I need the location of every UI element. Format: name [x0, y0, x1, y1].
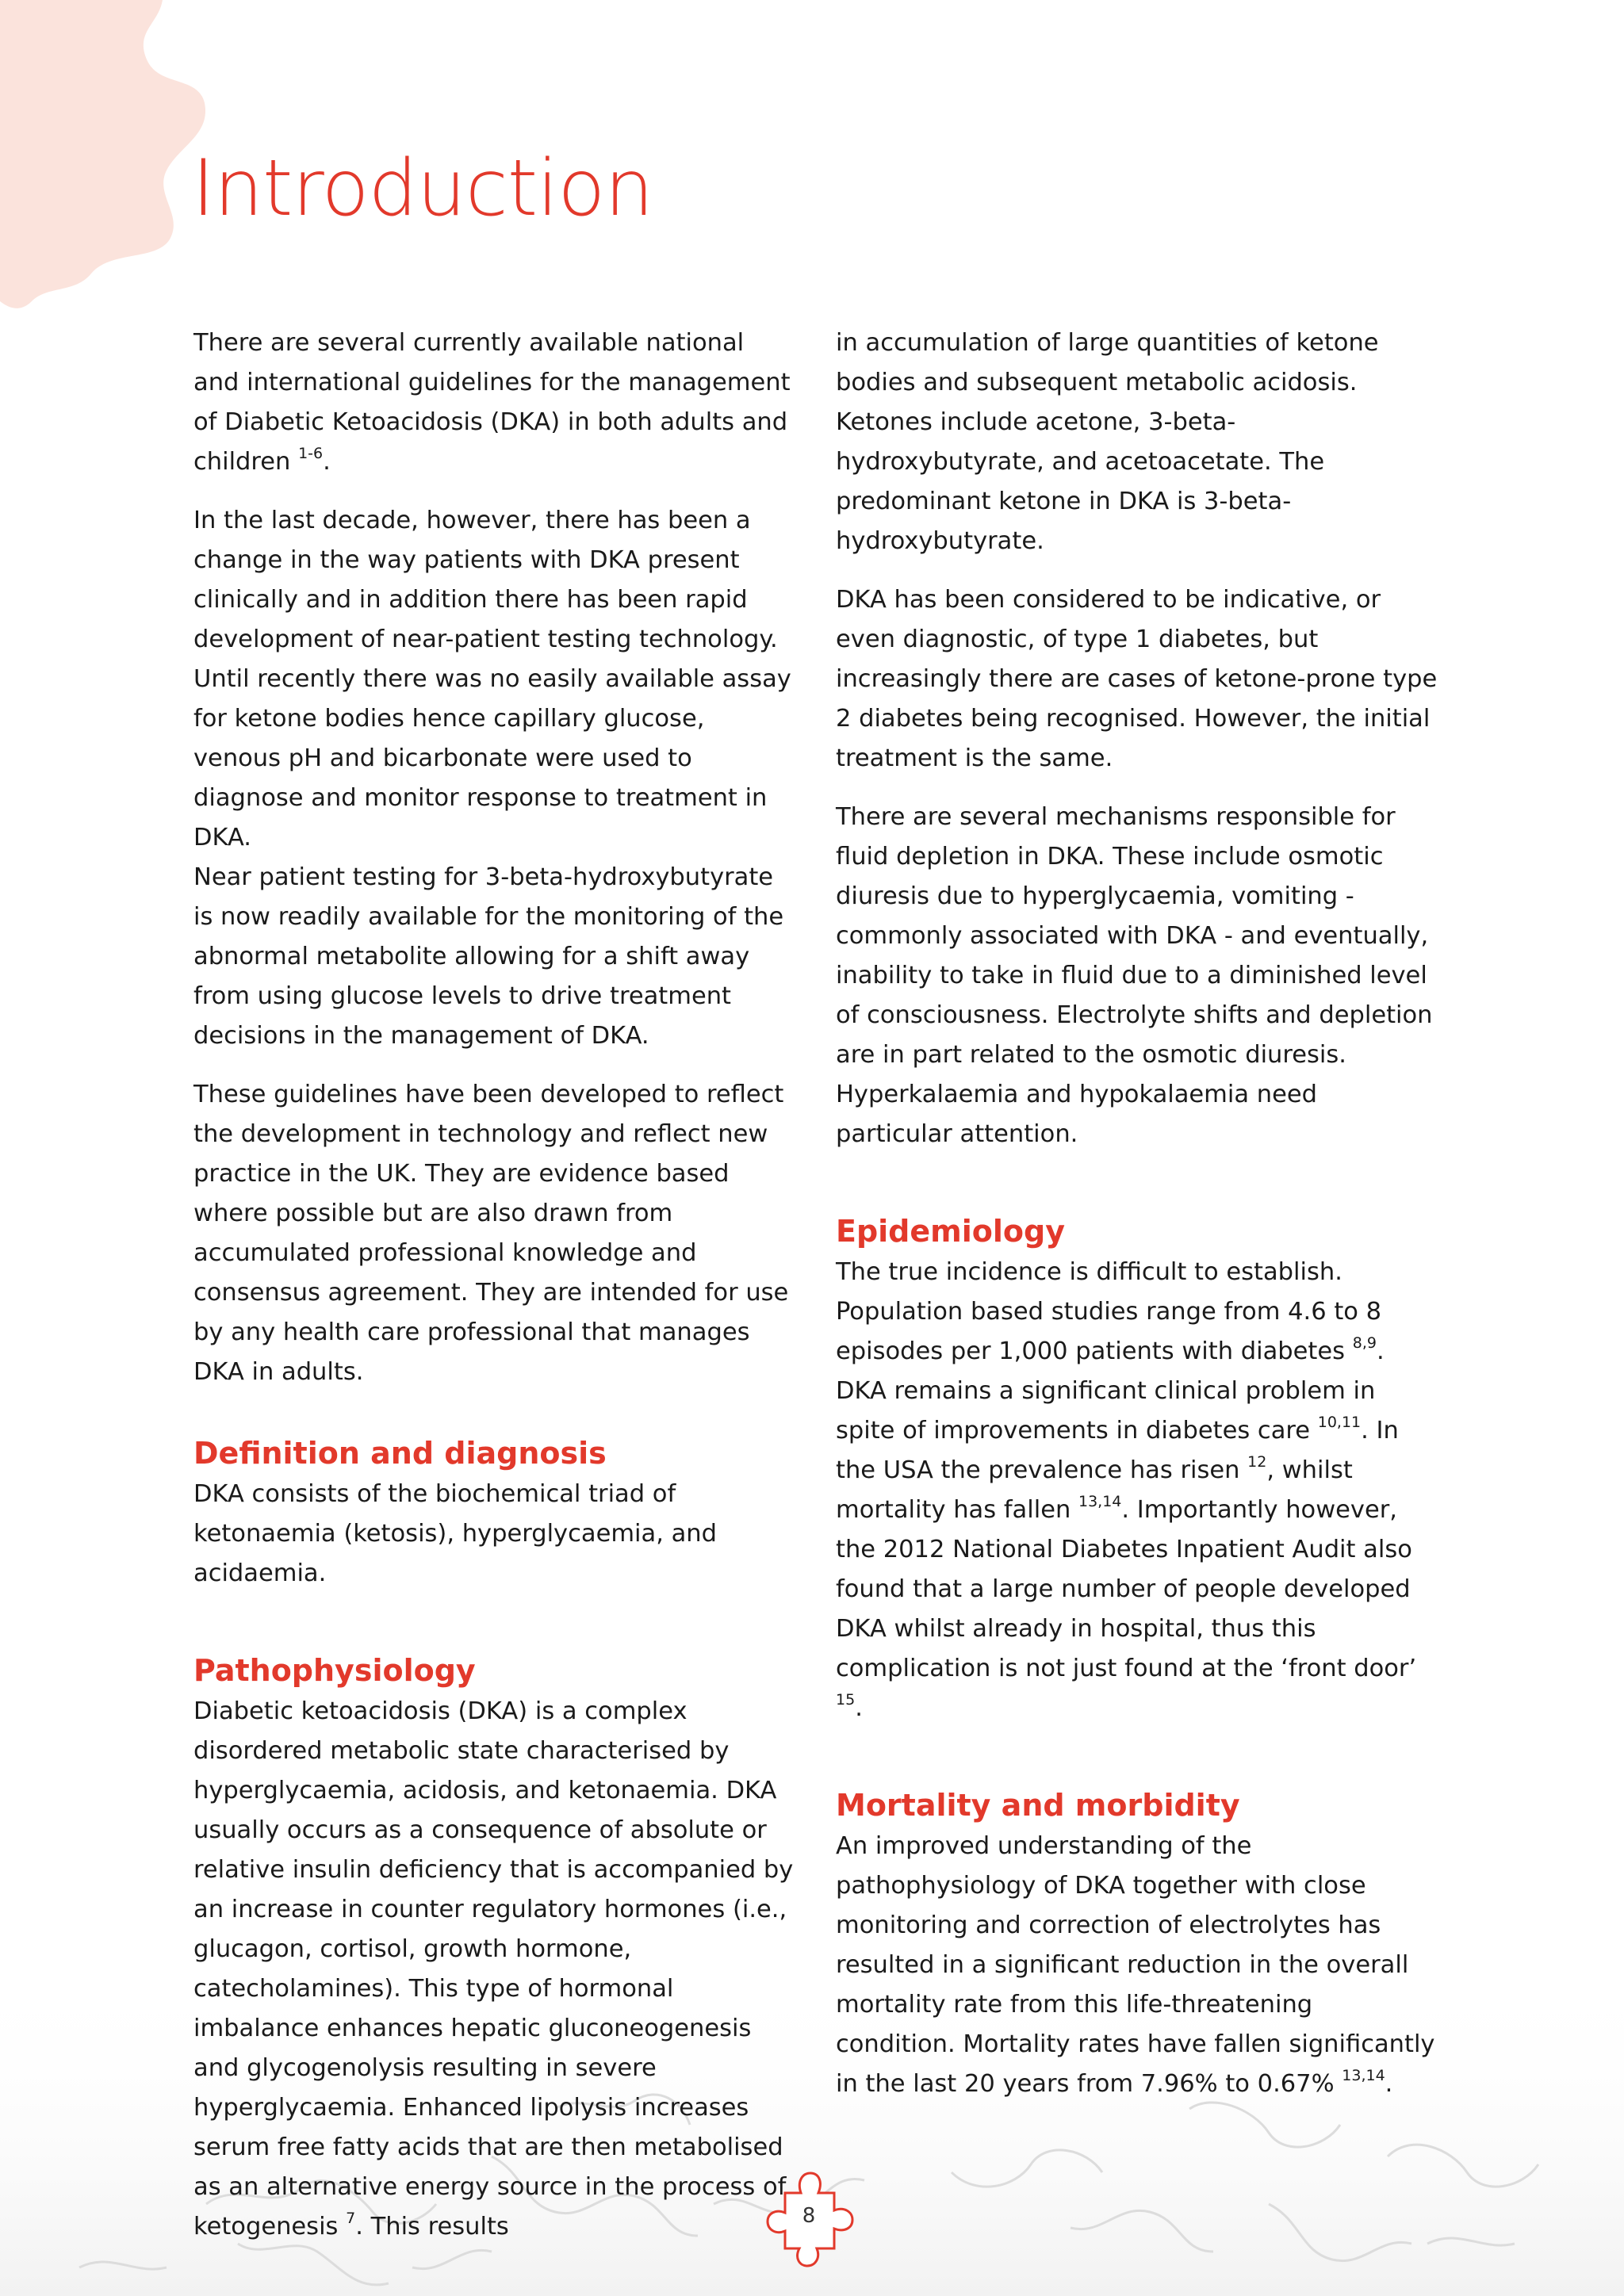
- section-heading-definition: Definition and diagnosis: [193, 1436, 607, 1471]
- type-diabetes-paragraph: DKA has been considered to be indicative, or even diagnostic, of type 1 diabetes, but increasingly there are cases of ketone-prone type 2 diabetes being recognised. However, the initial treatment is the same.: [836, 586, 1438, 772]
- right-column: [836, 323, 1438, 2123]
- page-number: 8: [802, 2204, 816, 2228]
- left-column: [193, 323, 796, 2266]
- page-title: Introduction: [192, 144, 653, 234]
- section-heading-pathophysiology: Pathophysiology: [193, 1653, 476, 1688]
- intro-paragraph: There are several currently available national and international guidelines for the management of Diabetic Ketoacidosis (DKA) in both adults and children $^{1-6}$.: [193, 329, 791, 476]
- pathophysiology-paragraph: Diabetic ketoacidosis (DKA) is a complex disordered metabolic state characterised by hyperglycaemia, acidosis, and ketonaemia. DKA usually occurs as a consequence of absolute or relative insulin deficiency that is accompanied by an increase in counter regulatory hormones (i.e., glucagon, cortisol, growth hormone, catecholamines). This type of hormonal imbalance enhances hepatic gluconeogenesis and glycogenolysis resulting in severe hyperglycaemia. Enhanced lipolysis increases serum free fatty acids that are then metabolised as an alternative energy source in the process of ketogenesis $^7$. This results: [193, 1697, 794, 2241]
- reference-superscript: 7: [346, 2210, 356, 2227]
- reference-superscript: 10,11: [1317, 1414, 1362, 1431]
- reference-superscript: 13,14: [1078, 1493, 1122, 1510]
- definition-paragraph: DKA consists of the biochemical triad of ketonaemia (ketosis), hyperglycaemia, and acidaemia.: [193, 1480, 717, 1587]
- reference-superscript: 15: [836, 1691, 856, 1709]
- reference-superscript: 13,14: [1342, 2067, 1385, 2084]
- near-patient-paragraph: Near patient testing for 3-beta-hydroxybutyrate is now readily available for the monitoring of the abnormal metabolite allowing for a shift away from using glucose levels to drive treatment decisions in the management of DKA.: [193, 863, 784, 1050]
- guidelines-paragraph: These guidelines have been developed to reflect the development in technology and reflect new practice in the UK. They are evidence based where possible but are also drawn from accumulated professional knowledge and consensus agreement. They are intended for use by any health care professional that manages DKA in adults.: [193, 1081, 789, 1386]
- reference-superscript: 1-6: [298, 445, 324, 462]
- reference-superscript: 8,9: [1352, 1334, 1377, 1352]
- page-number-badge: [761, 2169, 856, 2280]
- section-heading-mortality: Mortality and morbidity: [836, 1788, 1240, 1823]
- mortality-paragraph: An improved understanding of the pathophysiology of DKA together with close monitoring and correction of electrolytes has resulted in a significant reduction in the overall mortality rate from this life-threatening condition. Mortality rates have fallen significantly in the last 20 years from 7.96% to 0.67% $^{13,14}$.: [836, 1832, 1435, 2098]
- reference-superscript: 12: [1247, 1453, 1267, 1471]
- ketone-continuation-paragraph: in accumulation of large quantities of ketone bodies and subsequent metabolic acidosis. Ketones include acetone, 3-beta-hydroxybutyrate, and acetoacetate. The predominant ketone in DKA is 3-beta-hydroxybutyrate.: [836, 329, 1379, 555]
- fluid-depletion-paragraph: There are several mechanisms responsible for fluid depletion in DKA. These include osmotic diuresis due to hyperglycaemia, vomiting - commonly associated with DKA - and eventually, inability to take in fluid due to a diminished level of consciousness. Electrolyte shifts and depletion are in part related to the osmotic diuresis. Hyperkalaemia and hypokalaemia need particular attention.: [836, 803, 1433, 1148]
- decade-paragraph: In the last decade, however, there has been a change in the way patients with DKA present clinically and in addition there has been rapid development of near-patient testing technology. Until recently there was no easily available assay for ketone bodies hence capillary glucose, venous pH and bicarbonate were used to diagnose and monitor response to treatment in DKA.: [193, 507, 791, 851]
- section-heading-epidemiology: Epidemiology: [836, 1214, 1065, 1249]
- epidemiology-paragraph: The true incidence is difficult to establish. Population based studies range from 4.6 to 8 episodes per 1,000 patients with diabetes $^{8,9}$. DKA remains a significant clinical problem in spite of improvements in diabetes care $^{10,11}$. In the USA the prevalence has risen $^{12}$, whilst mortality has fallen $^{13,14}$. Importantly however, the 2012 National Diabetes Inpatient Audit also found that a large number of people developed DKA whilst already in hospital, thus this complication is not just found at the ‘front door’ $^{15}$.: [836, 1258, 1417, 1722]
